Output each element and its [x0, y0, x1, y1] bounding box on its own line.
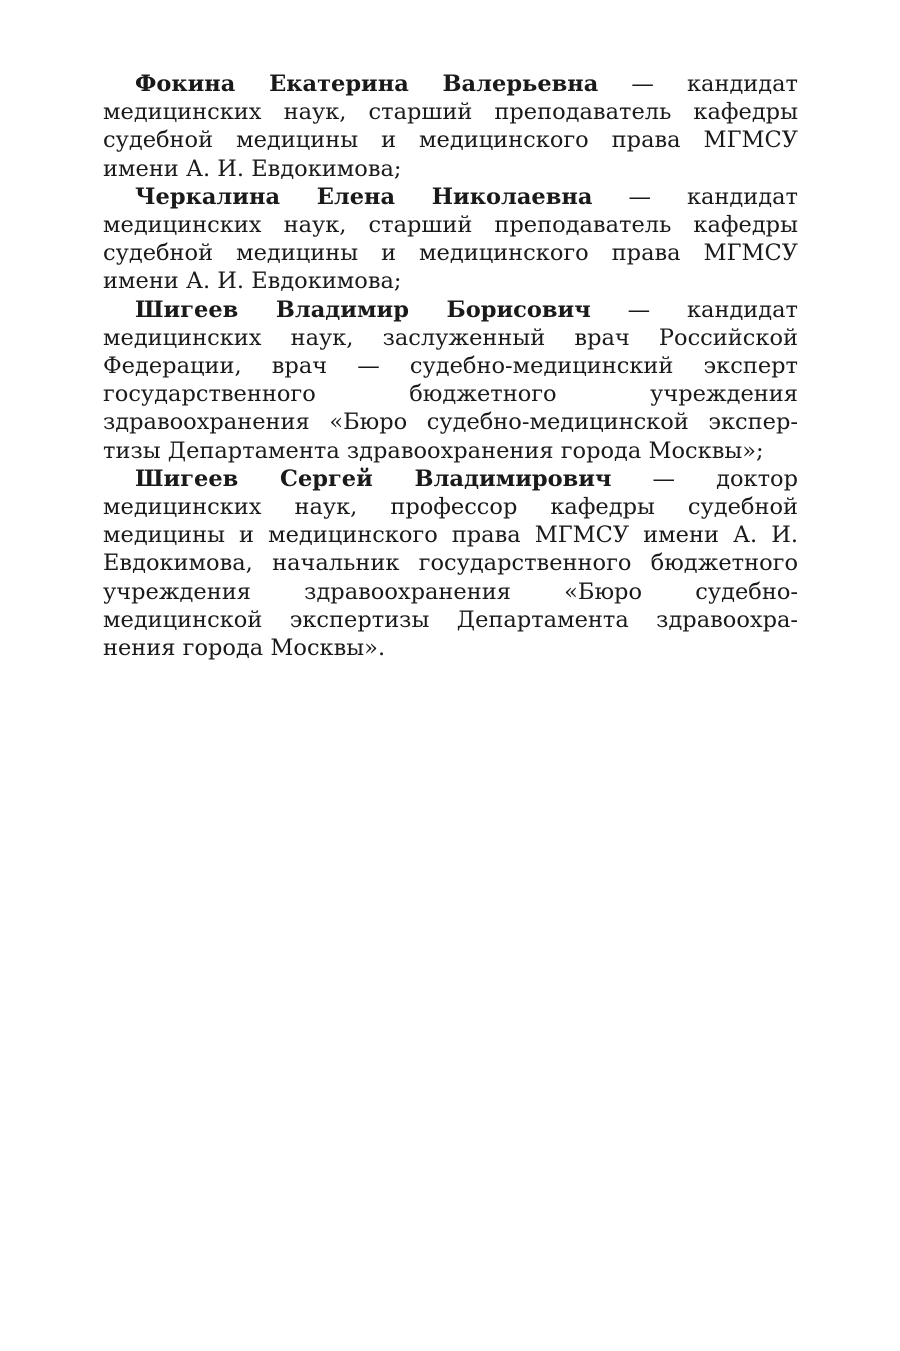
author-list [103, 70, 798, 662]
author-name: Шигеев Сергей Владимирович [135, 465, 612, 492]
author-entry [103, 296, 798, 465]
author-name: Черкалина Елена Николаевна [135, 183, 593, 210]
author-name: Шигеев Владимир Борисович [135, 296, 591, 323]
author-entry [103, 183, 798, 296]
author-description: — кандидат медицинских наук, старший преподаватель кафедры судебной медицины и медицинского права МГМСУ имени А. И. Евдокимова; [103, 183, 798, 295]
author-entry [103, 465, 798, 662]
author-entry [103, 70, 798, 183]
author-description: — доктор медицинских наук, профессор кафедры судебной медицины и медицинского права МГМСУ имени А. И. Евдокимова, начальник государственного бюджетного учреждения здравоохранения «Бюро судебно-медицинской экспертизы Департамента здравоохранения города Москвы». [103, 465, 798, 662]
author-description: — кандидат медицинских наук, заслуженный врач Российской Федерации, врач — судебно-медицинский эксперт государственного бюджетного учреждения здравоохранения «Бюро судебно-медицинской экспертизы Департамента здравоохранения города Москвы»; [103, 296, 799, 464]
author-description: — кандидат медицинских наук, старший преподаватель кафедры судебной медицины и медицинского права МГМСУ имени А. И. Евдокимова; [103, 71, 799, 182]
author-name: Фокина Екатерина Валерьевна [135, 71, 599, 97]
